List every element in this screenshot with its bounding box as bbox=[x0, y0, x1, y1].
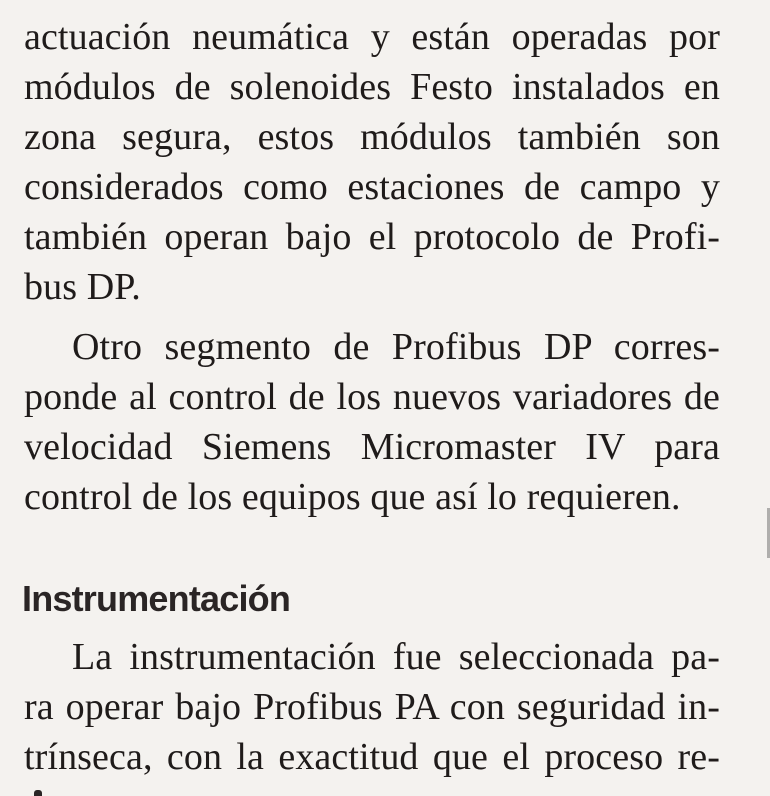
text-line: zona segura, estos módulos también son bbox=[24, 116, 720, 158]
text-line: velocidad Siemens Micromaster IV para bbox=[24, 426, 720, 468]
text-line: ponde al control de los nuevos variadores de bbox=[24, 376, 720, 418]
text-line: también operan bajo el protocolo de Profi- bbox=[24, 216, 720, 258]
text-line: actuación neumática y están operadas por bbox=[24, 16, 720, 58]
text-line: control de los equipos que así lo requieren. bbox=[24, 476, 681, 518]
text-line: ra operar bajo Profibus PA con seguridad in- bbox=[24, 686, 720, 728]
text-line: La instrumentación fue seleccionada pa- bbox=[72, 636, 720, 678]
cut-off-glyph bbox=[34, 790, 42, 796]
text-line: módulos de solenoides Festo instalados en bbox=[24, 66, 720, 108]
text-line: bus DP. bbox=[24, 266, 141, 308]
text-line: Otro segmento de Profibus DP corres- bbox=[72, 326, 720, 368]
section-heading: Instrumentación bbox=[22, 578, 291, 619]
text-line: trínseca, con la exactitud que el proceso re- bbox=[24, 736, 720, 778]
text-line: considerados como estaciones de campo y bbox=[24, 166, 720, 208]
